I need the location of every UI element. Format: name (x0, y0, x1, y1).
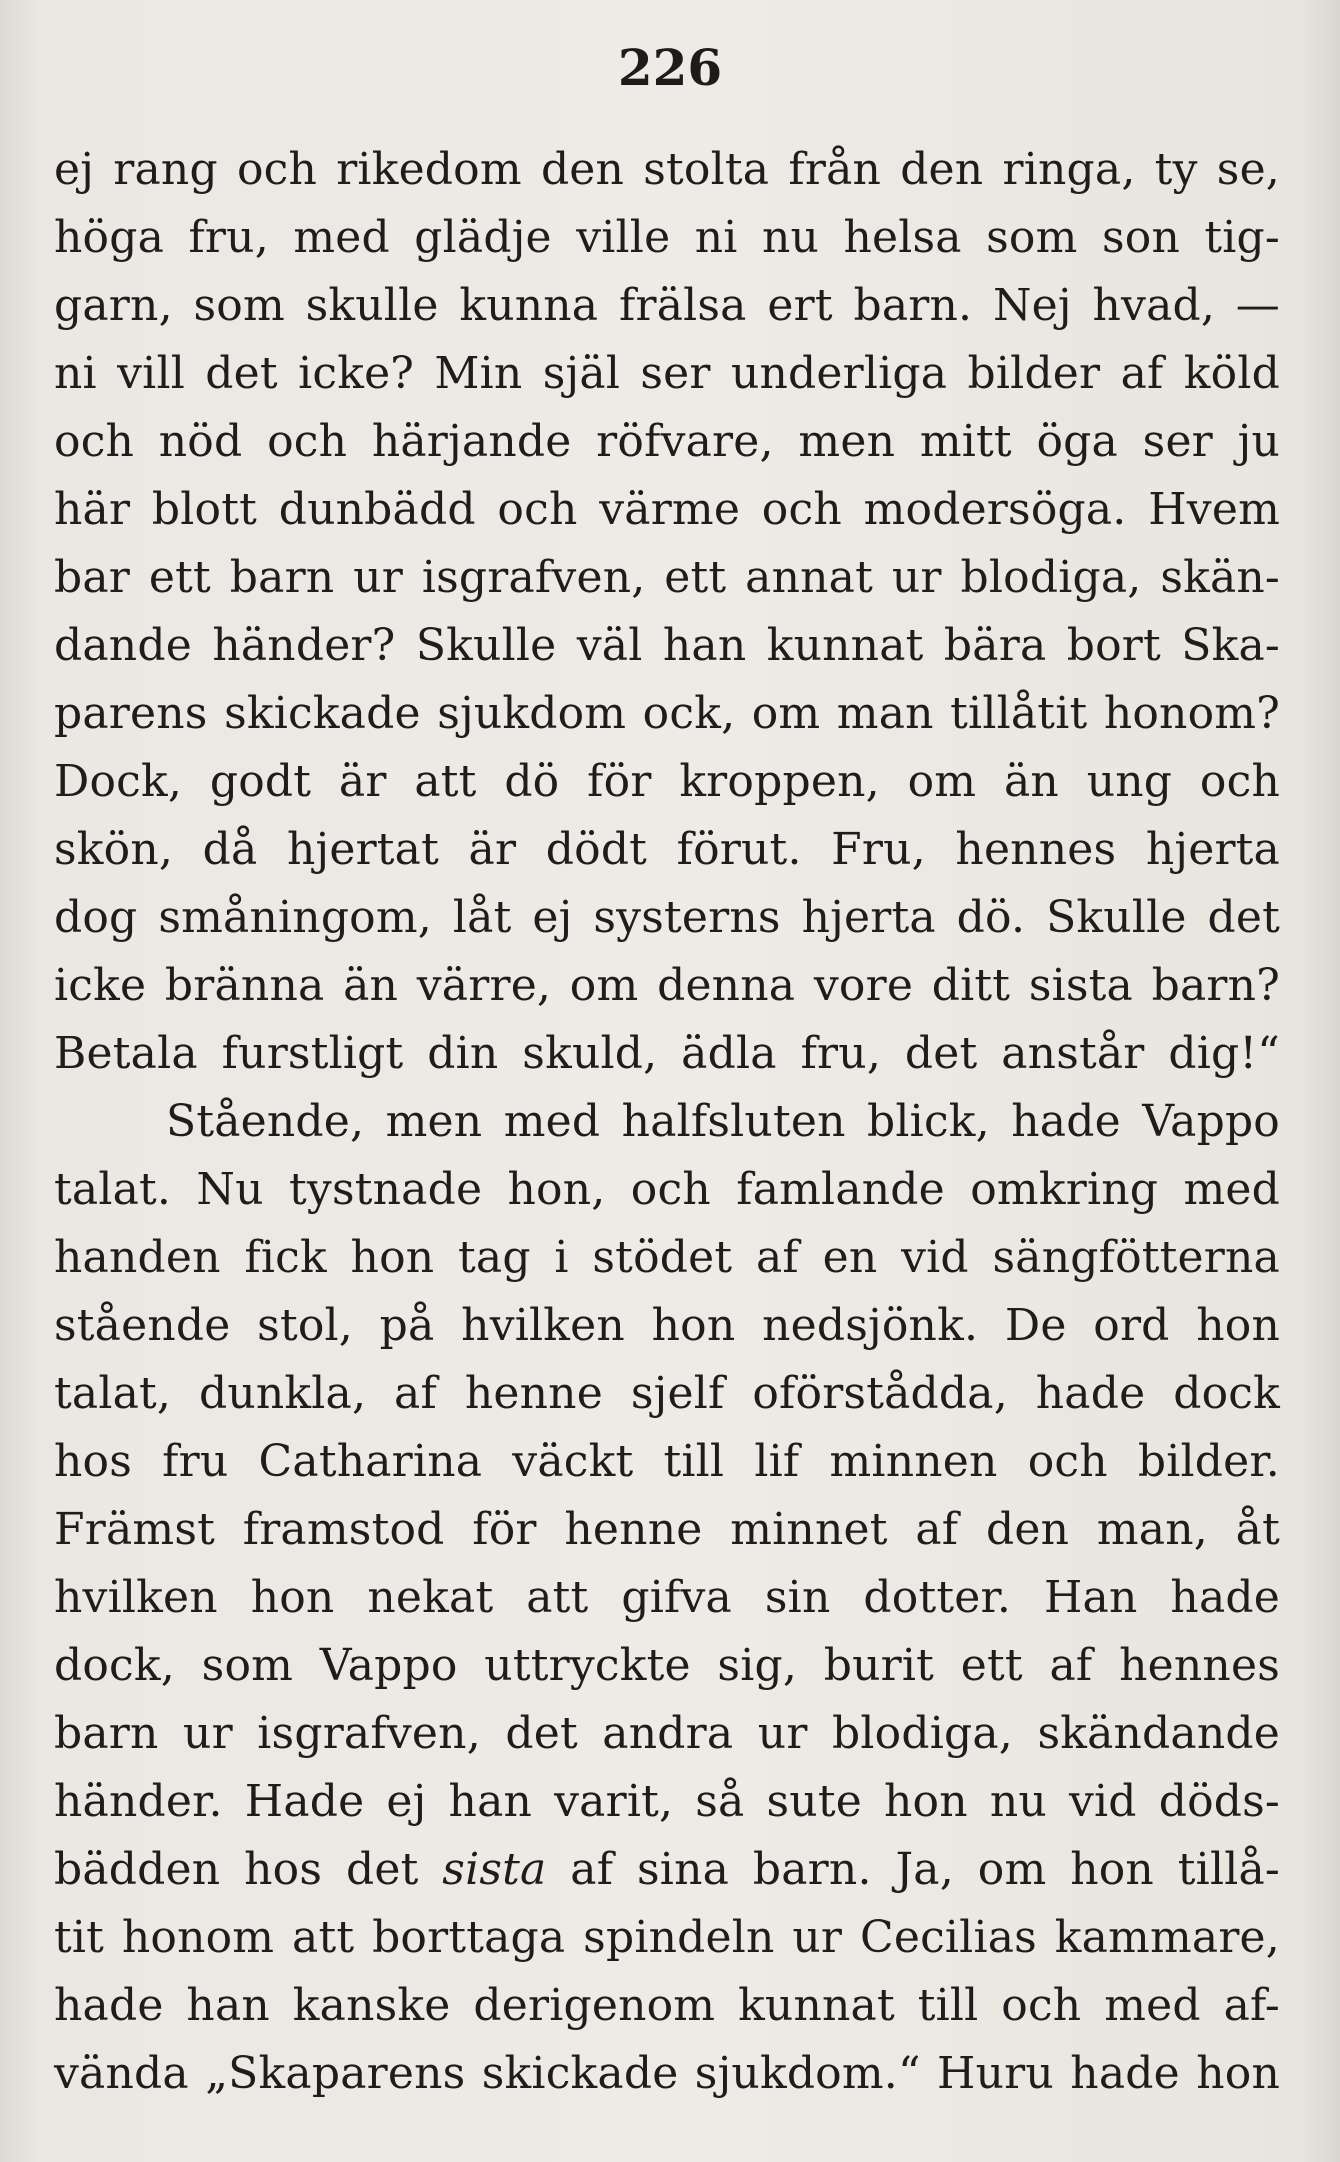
text-line: stående stol, på hvilken hon nedsjönk. De ord hon (54, 1300, 1280, 1351)
paragraph-start-line: Stående, men med halfsluten blick, hade Vappo (166, 1096, 1280, 1147)
text-line: tit honom att borttaga spindeln ur Cecilias kammare, (54, 1912, 1280, 1963)
text-line: Dock, godt är att dö för kroppen, om än ung och (54, 756, 1280, 807)
text-line: barn ur isgrafven, det andra ur blodiga, skändande (54, 1708, 1280, 1759)
text-line: handen fick hon tag i stödet af en vid sängfötterna (54, 1232, 1280, 1283)
text-line: garn, som skulle kunna frälsa ert barn. Nej hvad, — (54, 280, 1280, 331)
text-line: talat. Nu tystnade hon, och famlande omkring med (54, 1164, 1280, 1215)
line-text-before: bädden hos det (54, 1844, 443, 1895)
body-text (54, 136, 1280, 2108)
text-line: händer. Hade ej han varit, så sute hon nu vid döds- (54, 1776, 1280, 1827)
text-line-with-emphasis (54, 1836, 1280, 1904)
text-line: dande händer? Skulle väl han kunnat bära bort Ska- (54, 620, 1280, 671)
text-line: ni vill det icke? Min själ ser underliga bilder af köld (54, 348, 1280, 399)
text-line: hade han kanske derigenom kunnat till och med af- (54, 1980, 1280, 2031)
text-line: parens skickade sjukdom ock, om man tillåtit honom? (54, 688, 1280, 739)
text-line: och nöd och härjande röfvare, men mitt öga ser ju (54, 416, 1280, 467)
text-line: ej rang och rikedom den stolta från den ringa, ty se, (54, 144, 1280, 195)
emphasized-word: sista (442, 1844, 547, 1895)
page-number: 226 (617, 38, 723, 97)
line-text-after: af sina barn. Ja, om hon tillå- (546, 1844, 1280, 1895)
text-line: höga fru, med glädje ville ni nu helsa som son tig- (54, 212, 1280, 263)
text-line: här blott dunbädd och värme och modersöga. Hvem (54, 484, 1280, 535)
text-line: icke bränna än värre, om denna vore ditt sista barn? (54, 960, 1280, 1011)
text-line: vända „Skaparens skickade sjukdom.“ Huru hade hon (54, 2048, 1280, 2099)
text-line: Främst framstod för henne minnet af den man, åt (54, 1504, 1280, 1555)
text-line: dog småningom, låt ej systerns hjerta dö. Skulle det (54, 892, 1280, 943)
text-line: bar ett barn ur isgrafven, ett annat ur blodiga, skän- (54, 552, 1280, 603)
text-line: Betala furstligt din skuld, ädla fru, det anstår dig!“ (54, 1028, 1280, 1079)
text-line: dock, som Vappo uttryckte sig, burit ett af hennes (54, 1640, 1280, 1691)
text-line: talat, dunkla, af henne sjelf oförstådda, hade dock (54, 1368, 1280, 1419)
text-line: skön, då hjertat är dödt förut. Fru, hennes hjerta (54, 824, 1280, 875)
text-line: hvilken hon nekat att gifva sin dotter. Han hade (54, 1572, 1280, 1623)
text-line: hos fru Catharina väckt till lif minnen och bilder. (54, 1436, 1280, 1487)
